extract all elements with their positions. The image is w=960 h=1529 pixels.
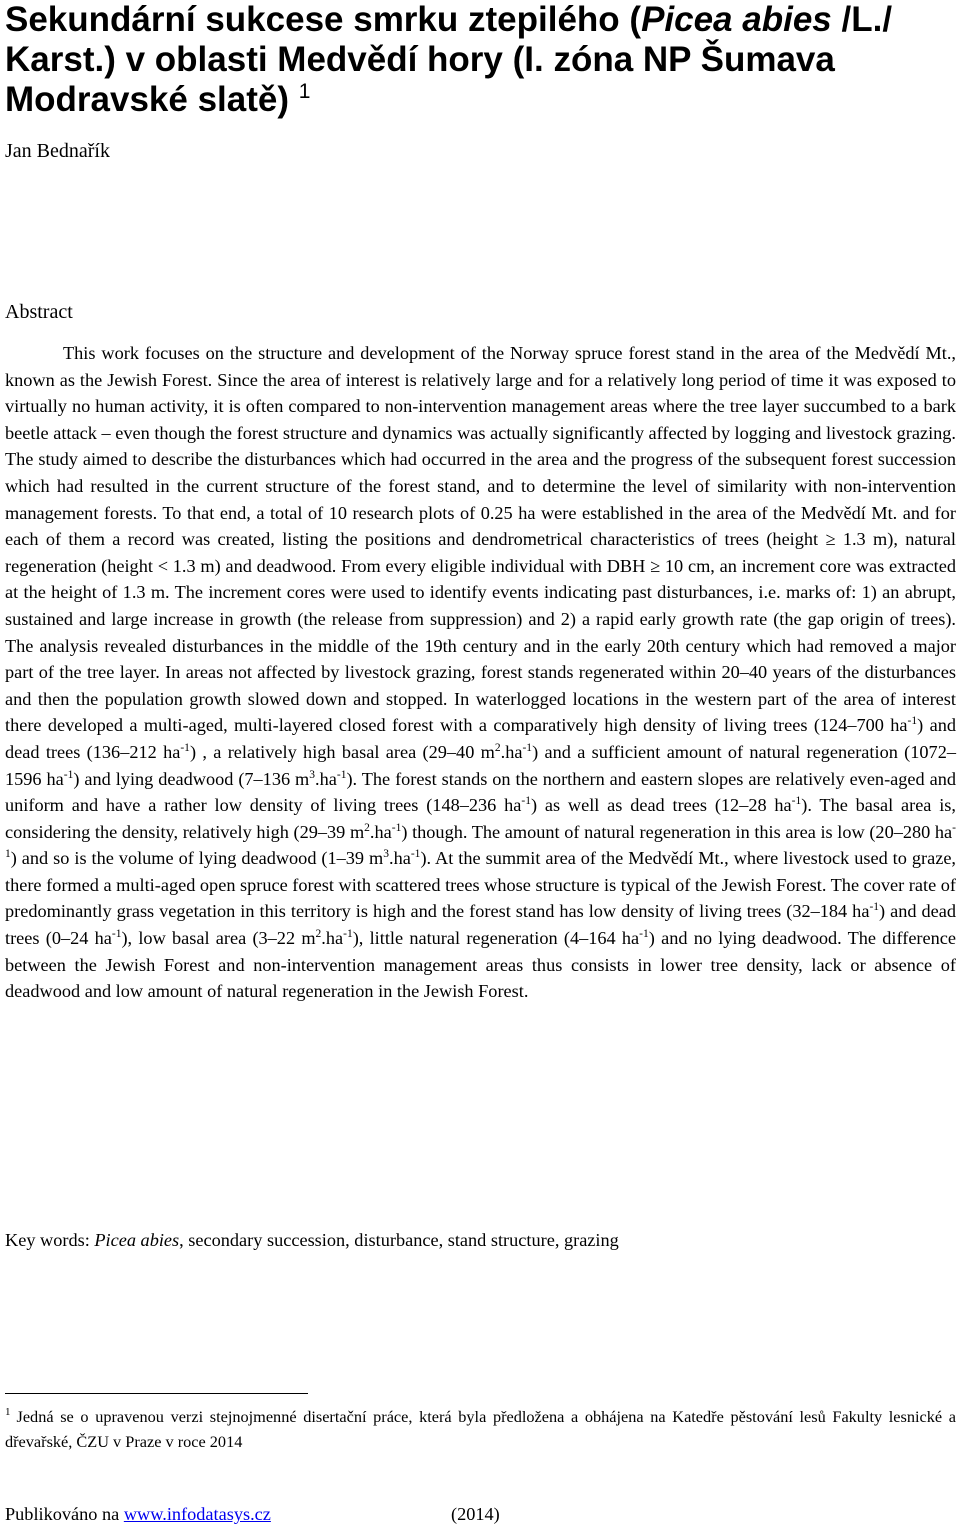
footnote-divider xyxy=(5,1393,308,1394)
page-title xyxy=(5,0,957,120)
footnote xyxy=(5,1404,956,1454)
footnote-mark: 1 xyxy=(5,1406,11,1418)
footer-year: (2014) xyxy=(451,1504,500,1524)
page-footer xyxy=(5,1502,500,1526)
keywords-species: Picea abies xyxy=(94,1230,180,1250)
footnote-text: Jedná se o upravenou verzi stejnojmenné disertační práce, která byla předložena a obhájena na Katedře pěstování lesů Fakulty lesnické a dřevařské, ČZU v Praze v roce 2014 xyxy=(5,1407,956,1451)
abstract-heading: Abstract xyxy=(5,301,73,323)
keywords-label: Key words: xyxy=(5,1230,95,1250)
document-page xyxy=(5,0,957,1524)
abstract-text: This work focuses on the structure and development of the Norway spruce forest stand in the area of the Medvědí Mt., known as the Jewish Forest. Since the area of interest is relatively large and for a relatively long period of time it was exposed to virtually no human activity, it is often compared to non-intervention management areas where the tree layer succumbed to a bark beetle attack – even though the forest structure and dynamics was actually significantly affected by logging and livestock grazing. The study aimed to describe the disturbances which had occurred in the area and the progress of the subsequent forest succession which had resulted in the current structure of the forest stand, and to determine the level of similarity with non-intervention management forests. To that end, a total of 10 research plots of 0.25 ha were established in the area of the Medvědí Mt. and for each of them a record was created, listing the positions and dendrometrical characteristics of trees (height ≥ 1.3 m), natural regeneration (height < 1.3 m) and deadwood. From every eligible individual with DBH ≥ 10 cm, an increment core was extracted at the height of 1.3 m. The increment cores were used to identify events indicating past disturbances, i.e. marks of: 1) an abrupt, sustained and large increase in growth (the release from suppression) and 2) a rapid early growth rate (the gap origin of trees). The analysis revealed disturbances in the middle of the 19th century and in the early 20th century which had removed a major part of the tree layer. In areas not affected by livestock grazing, forest stands regenerated within 20–40 years of the disturbances and then the population growth slowed down and stopped. In waterlogged locations in the western part of the area of interest there developed a multi-aged, multi-layered closed forest with a comparatively high density of living trees (124–700 $ha^{-1}$) and dead trees (136–212 $ha^{-1}$) , a relatively high basal area (29–40 $m^2.ha^{-1}$) and a sufficient amount of natural regeneration (1072–1596 $ha^{-1}$) and lying deadwood (7–136 $m^3.ha^{-1}$). The forest stands on the northern and eastern slopes are relatively even-aged and uniform and have a rather low density of living trees (148–236 $ha^{-1}$) as well as dead trees (12–28 $ha^{-1}$). The basal area is, considering the density, relatively high (29–39 $m^2.ha^{-1}$) though. The amount of natural regeneration in this area is low (20–280 $ha^{-1}$) and so is the volume of lying deadwood (1–39 $m^3.ha^{-1}$). At the summit area of the Medvědí Mt., where livestock used to graze, there formed a multi-aged open spruce forest with scattered trees whose structure is typical of the Jewish Forest. The cover rate of predominantly grass vegetation in this territory is high and the forest stand has low density of living trees (32–184 $ha^{-1}$) and dead trees (0–24 $ha^{-1}$), low basal area (3–22 $m^2.ha^{-1}$), little natural regeneration (4–164 $ha^{-1}$) and no lying deadwood. The difference between the Jewish Forest and non-intervention management areas thus consists in lower tree density, lack or absence of deadwood and low amount of natural regeneration in the Jewish Forest. xyxy=(5,343,957,1002)
title-footnote-mark: 1 xyxy=(298,80,311,103)
title-text-start: Sekundární sukcese smrku ztepilého ( xyxy=(5,0,642,39)
title-species-name: Picea abies xyxy=(641,0,832,39)
author-name: Jan Bednařík xyxy=(5,140,110,162)
title-text-end: /L./ Karst.) v oblasti Medvědí hory (I. zóna NP Šumava Modravské slatě) xyxy=(5,0,893,119)
footer-label: Publikováno na xyxy=(5,1504,124,1524)
keywords-line xyxy=(5,1228,619,1252)
footer-website-link[interactable]: www.infodatasys.cz xyxy=(123,1504,271,1524)
keywords-list: , secondary succession, disturbance, stand structure, grazing xyxy=(179,1230,619,1250)
